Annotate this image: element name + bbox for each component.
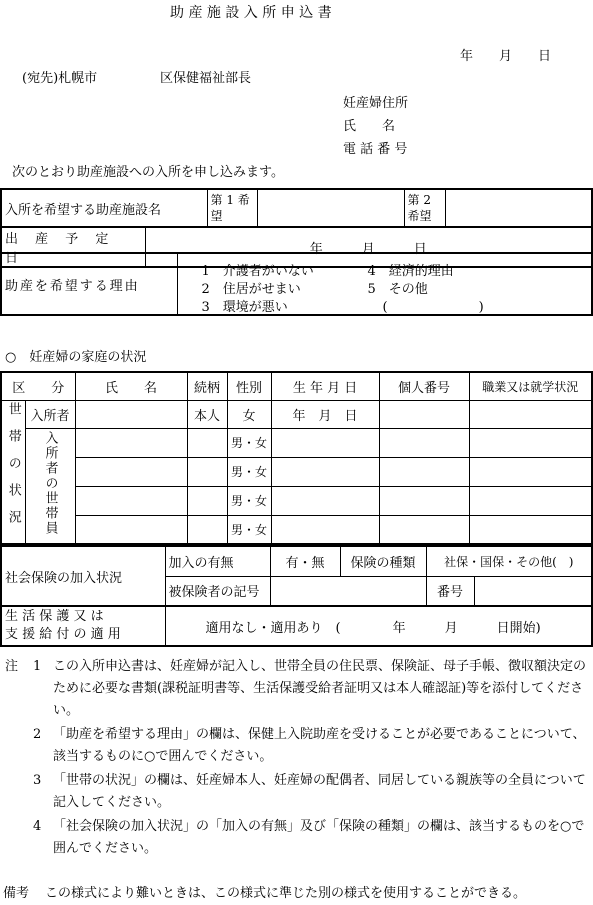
member-name-cell[interactable] (75, 486, 187, 515)
member-occupation-cell[interactable] (469, 428, 592, 457)
addressee-suffix: 区保健福祉部長 (160, 71, 252, 86)
note-2-text: 「助産を希望する理由」の欄は、保健上入院助産を受けることが必要であることについて、該当するものに○で囲んでください。 (53, 727, 586, 764)
applicant-occupation[interactable] (469, 400, 592, 428)
remarks-text: この様式により難いときは、この様式に準じた別の様式を使用することができる。 (45, 886, 527, 901)
choice1-label: 第 1 希望 (207, 189, 257, 227)
welfare-value[interactable]: 適用なし・適用あり ( 年 月 日開始) (165, 606, 592, 646)
member-gender[interactable]: 男・女 (227, 515, 271, 544)
insured-id-field[interactable] (270, 576, 426, 606)
member-relation-cell[interactable] (187, 515, 227, 544)
applicant-gender: 女 (227, 400, 271, 428)
header-gender: 性別 (227, 372, 271, 400)
applicant-address-label: 妊産婦住所 (343, 96, 409, 111)
choice2-field[interactable] (445, 189, 592, 227)
reason-table (0, 252, 593, 316)
insurance-table (0, 545, 593, 607)
notes-section (0, 656, 593, 886)
member-name-cell[interactable] (75, 515, 187, 544)
header-relation: 続柄 (187, 372, 227, 400)
welfare-table (0, 605, 593, 647)
note-2-number: 2 (33, 727, 42, 742)
member-number-cell[interactable] (379, 515, 469, 544)
applicant-birthdate[interactable]: 年 月 日 (271, 400, 379, 428)
reason-5[interactable]: 5 その他 (367, 282, 428, 297)
note-3-number: 3 (33, 773, 42, 788)
member-occupation-cell[interactable] (469, 515, 592, 544)
member-number-cell[interactable] (379, 457, 469, 486)
member-birthdate-cell[interactable] (271, 515, 379, 544)
header-occupation: 職業又は就学状況 (469, 372, 592, 400)
member-gender[interactable]: 男・女 (227, 486, 271, 515)
insured-id-label: 被保険者の記号 (165, 576, 270, 606)
remarks-label: 備考 (3, 886, 30, 901)
welfare-label-line2: 支 援 給 付 の 適 用 (5, 627, 121, 642)
applicant-personal-number[interactable] (379, 400, 469, 428)
member-name-cell[interactable] (75, 428, 187, 457)
member-name-cell[interactable] (75, 457, 187, 486)
member-gender[interactable]: 男・女 (227, 428, 271, 457)
reason-other-blank[interactable]: ( ) (382, 300, 484, 315)
note-4-number: 4 (33, 819, 42, 834)
application-table (0, 188, 593, 228)
member-birthdate-cell[interactable] (271, 428, 379, 457)
members-label: 入所者の世帯員 (25, 428, 75, 544)
reason-options[interactable] (177, 253, 592, 315)
member-birthdate-cell[interactable] (271, 486, 379, 515)
header-personal-number: 個人番号 (379, 372, 469, 400)
member-relation-cell[interactable] (187, 457, 227, 486)
member-number-cell[interactable] (379, 486, 469, 515)
member-occupation-cell[interactable] (469, 486, 592, 515)
member-birthdate-cell[interactable] (271, 457, 379, 486)
member-number-cell[interactable] (379, 428, 469, 457)
due-date-label: 出 産 予 定 日 (1, 227, 145, 267)
insurance-type-options[interactable]: 社保・国保・その他( ) (426, 546, 592, 576)
household-section-title: ○ 妊産婦の家庭の状況 (5, 350, 147, 365)
insurance-enrolled-options[interactable]: 有・無 (270, 546, 340, 576)
insurance-enrolled-label: 加入の有無 (165, 546, 270, 576)
reason-2[interactable]: 2 住居がせまい (201, 282, 301, 297)
note-1-number: 1 (33, 659, 42, 674)
applicant-row-label: 入所者 (25, 400, 75, 428)
choice2-label: 第 2 希望 (404, 189, 445, 227)
household-side-label: 世帯の状況 (1, 400, 25, 544)
form-title: 助 産 施 設 入 所 申 込 書 (170, 5, 332, 21)
facility-label: 入所を希望する助産施設名 (1, 189, 207, 227)
member-gender[interactable]: 男・女 (227, 457, 271, 486)
applicant-phone-label: 電 話 番 号 (343, 142, 408, 157)
intro-text: 次のとおり助産施設への入所を申し込みます。 (12, 165, 284, 180)
applicant-name-label: 氏 名 (343, 119, 396, 134)
welfare-label-line1: 生 活 保 護 又 は (5, 609, 104, 624)
date-line: 年 月 日 (460, 49, 552, 64)
header-name: 氏 名 (75, 372, 187, 400)
insured-number-label: 番号 (426, 576, 474, 606)
insurance-type-label: 保険の種類 (340, 546, 426, 576)
header-category: 区 分 (1, 372, 75, 400)
member-relation-cell[interactable] (187, 486, 227, 515)
insurance-label: 社会保険の加入状況 (1, 546, 165, 606)
household-table (0, 371, 593, 545)
reason-4[interactable]: 4 経済的理由 (367, 264, 454, 279)
welfare-label (1, 606, 165, 646)
addressee-prefix: (宛先)札幌市 (22, 71, 98, 86)
member-relation-cell[interactable] (187, 428, 227, 457)
member-occupation-cell[interactable] (469, 457, 592, 486)
applicant-name-cell[interactable] (75, 400, 187, 428)
applicant-relation: 本人 (187, 400, 227, 428)
reason-label: 助産を希望する理由 (1, 253, 177, 315)
note-4-text: 「社会保険の加入状況」の「加入の有無」及び「保険の種類」の欄は、該当するものを○で囲んでください。 (53, 819, 585, 856)
header-birthdate: 生 年 月 日 (271, 372, 379, 400)
note-1-text: この入所申込書は、妊産婦が記入し、世帯全員の住民票、保険証、母子手帳、徴収額決定のために必要な書類(課税証明書等、生活保護受給者証明又は本人確認証)等を添付してください。 (53, 659, 587, 718)
insured-number-field[interactable] (474, 576, 592, 606)
note-3-text: 「世帯の状況」の欄は、妊産婦本人、妊産婦の配偶者、同居している親族等の全員について記入してください。 (53, 773, 586, 810)
notes-prefix: 注 (5, 659, 19, 674)
reason-3[interactable]: 3 環境が悪い (201, 300, 288, 315)
due-date-value[interactable]: 年 月 日 (145, 227, 592, 267)
choice1-field[interactable] (257, 189, 404, 227)
reason-1[interactable]: 1 介護者がいない (201, 264, 314, 279)
